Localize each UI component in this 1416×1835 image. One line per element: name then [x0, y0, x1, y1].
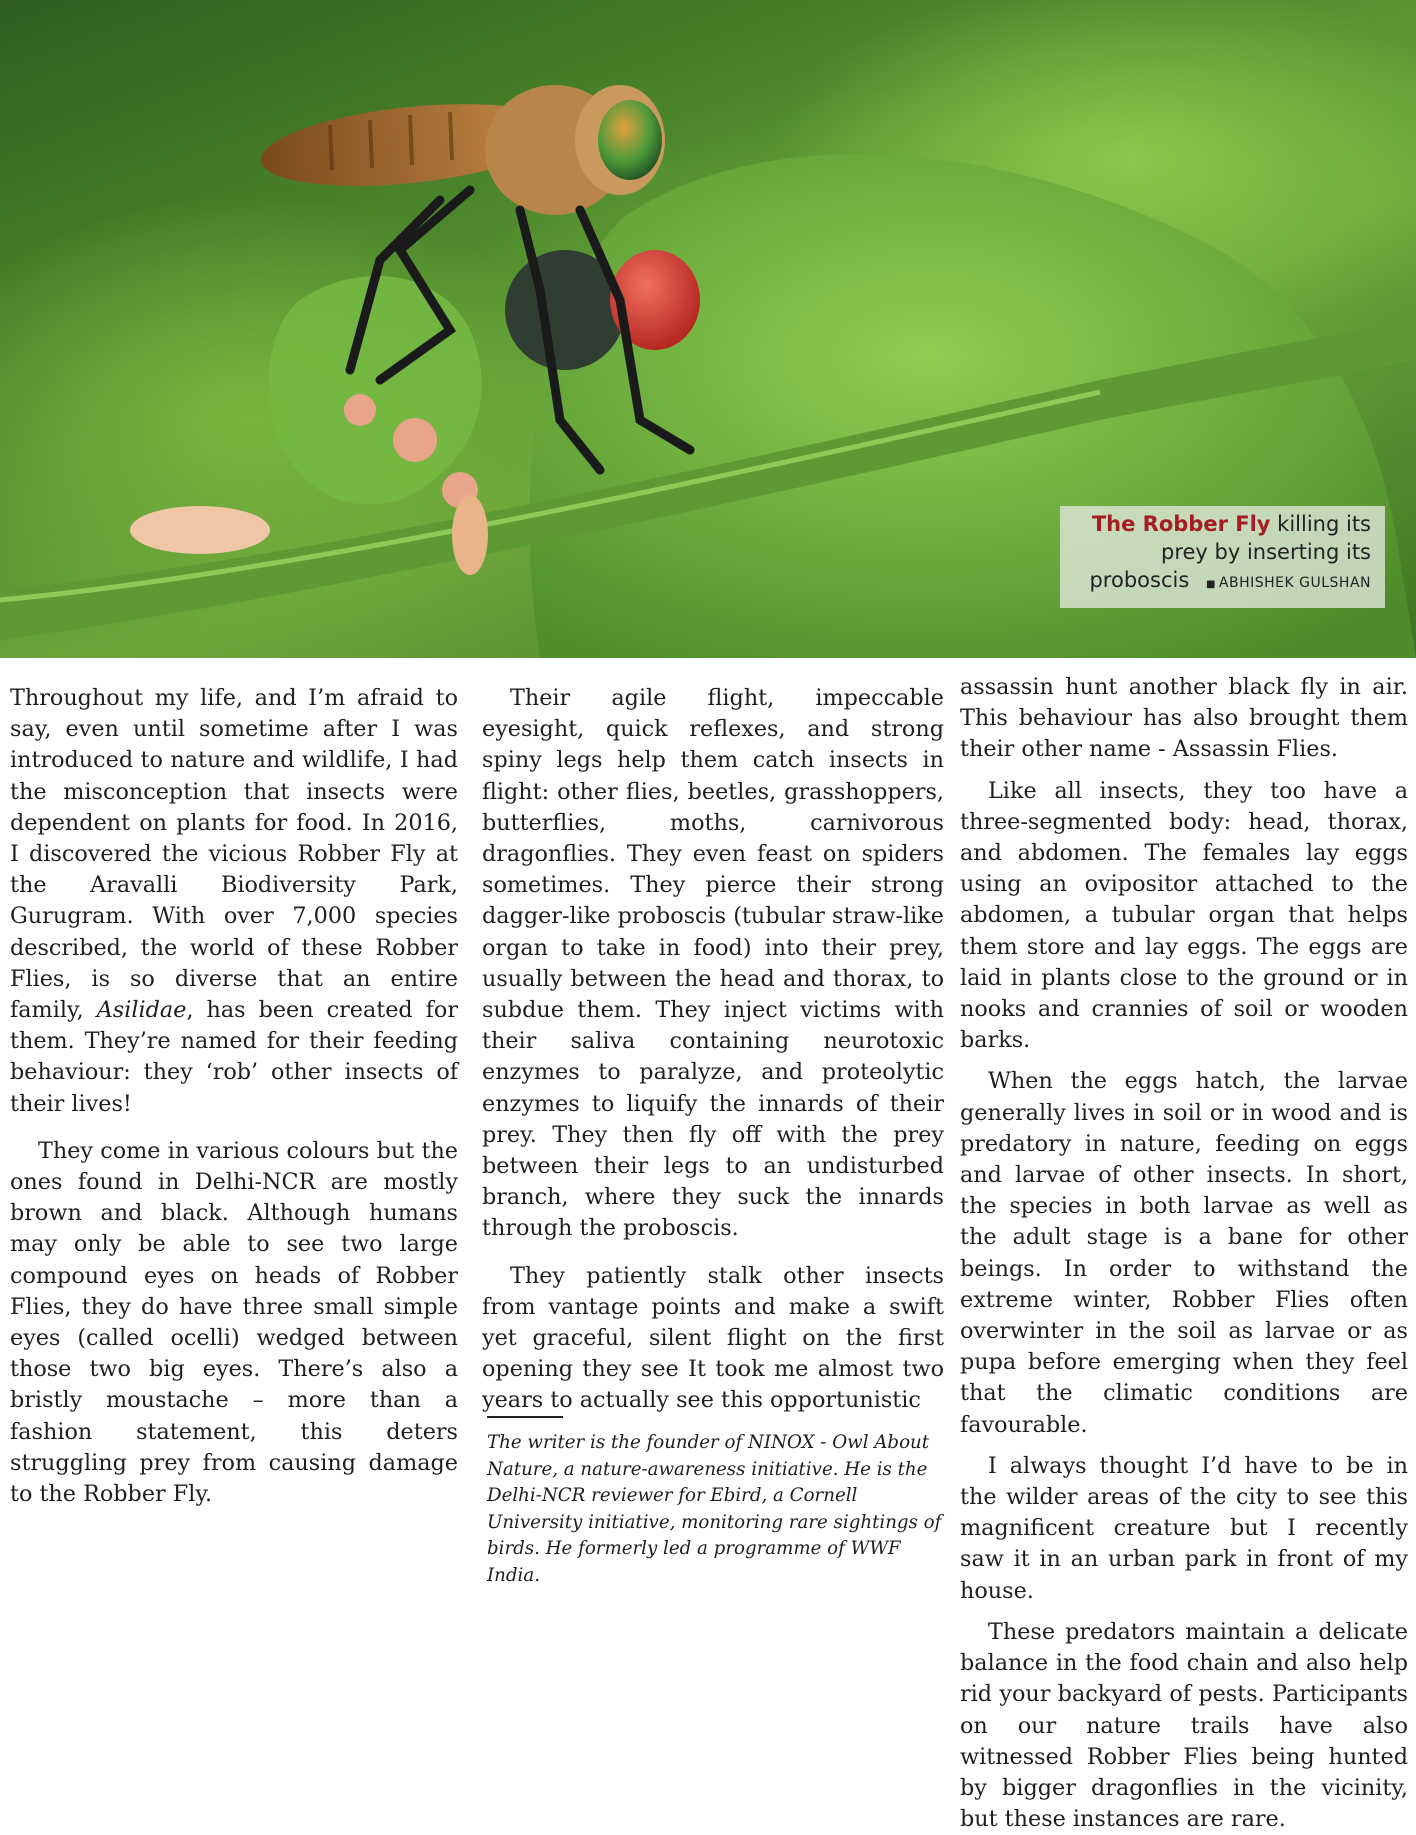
photo-caption	[1060, 506, 1385, 608]
bio-rule	[487, 1416, 563, 1418]
paragraph: These predators maintain a delicate balance in the food chain and also help rid your backyard of pests. Participants on our nature trails have also witnessed Robber Flies being hunted by bigger dragonflies in the vicinity, but these instances are rare.	[960, 1618, 1408, 1833]
caption-highlight: The Robber Fly	[1091, 512, 1271, 536]
column-2	[482, 683, 944, 1417]
paragraph: I always thought I’d have to be in the wilder areas of the city to see this magnificent creature but I recently saw it in an urban park in front of my house.	[960, 1452, 1408, 1604]
paragraph-text: Throughout my life, and I’m afraid to say, even until sometime after I was introduced to nature and wildlife, I had the misconception that insects were dependent on plants for food. In 2016, I discovered the vicious Robber Fly at the Aravalli Biodiversity Park, Gurugram. With over 7,000 species described, the world of these Robber Flies, is so diverse that an entire family,	[10, 685, 458, 1024]
paragraph: assassin hunt another black fly in air. This behaviour has also brought them their other name - Assassin Flies.	[960, 674, 1408, 763]
paragraph: Their agile flight, impeccable eyesight, quick reflexes, and strong spiny legs help them catch insects in flight: other flies, beetles, grasshoppers, butterflies, moths, carnivorous dragonflies. They even feast on spiders sometimes. They pierce their strong dagger-like proboscis (tubular straw-like organ to take in food) into their prey, usually between the head and thorax, to subdue them. They inject victims with their saliva containing neurotoxic enzymes to paralyze, and proteolytic enzymes to liquify the innards of their prey. They then fly off with the prey between their legs to an undisturbed branch, where they suck the innards through the proboscis.	[482, 685, 944, 1242]
paragraph-text: , has been created for them. They’re named for their feeding behaviour: they ‘rob’ other insects of their lives!	[10, 997, 458, 1117]
paragraph: They come in various colours but the ones found in Delhi-NCR are mostly brown and black. Although humans may only be able to see two large compound eyes on heads of Robber Flies, they do have three small simple eyes (called ocelli) wedged between those two big eyes. There’s also a bristly moustache – more than a fashion statement, this deters struggling prey from causing damage to the Robber Fly.	[10, 1137, 458, 1508]
paragraph: When the eggs hatch, the larvae generally lives in soil or in wood and is predatory in nature, feeding on eggs and larvae of other insects. In short, the species in both larvae as well as the adult stage is a bane for other beings. In order to withstand the extreme winter, Robber Flies often overwinter in the soil as larvae or as pupa before emerging when they feel that the climatic conditions are favourable.	[960, 1068, 1408, 1438]
column-3	[960, 672, 1408, 1835]
article-photo	[0, 0, 1416, 658]
paragraph	[10, 683, 458, 1120]
family-name: Asilidae	[96, 997, 187, 1024]
photo-credit: ■ ABHISHEK GULSHAN	[1206, 575, 1371, 591]
paragraph: They patiently stalk other insects from vantage points and make a swift yet graceful, silent flight on the first opening they see It took me almost two years to actually see this opportunistic	[482, 1262, 944, 1414]
caption-text: killing its prey by inserting its proboscis	[1089, 512, 1371, 592]
author-bio: The writer is the founder of NINOX - Owl About Nature, a nature-awareness initiative. He is the Delhi-NCR reviewer for Ebird, a Cornell University initiative, monitoring rare sightings of birds. He formerly led a programme of WWF India.	[487, 1432, 942, 1586]
column-1	[10, 683, 458, 1510]
paragraph: Like all insects, they too have a three-segmented body: head, thorax, and abdomen. The females lay eggs using an ovipositor attached to the abdomen, a tubular organ that helps them store and lay eggs. The eggs are laid in plants close to the ground or in nooks and crannies of soil or wooden barks.	[960, 777, 1408, 1054]
